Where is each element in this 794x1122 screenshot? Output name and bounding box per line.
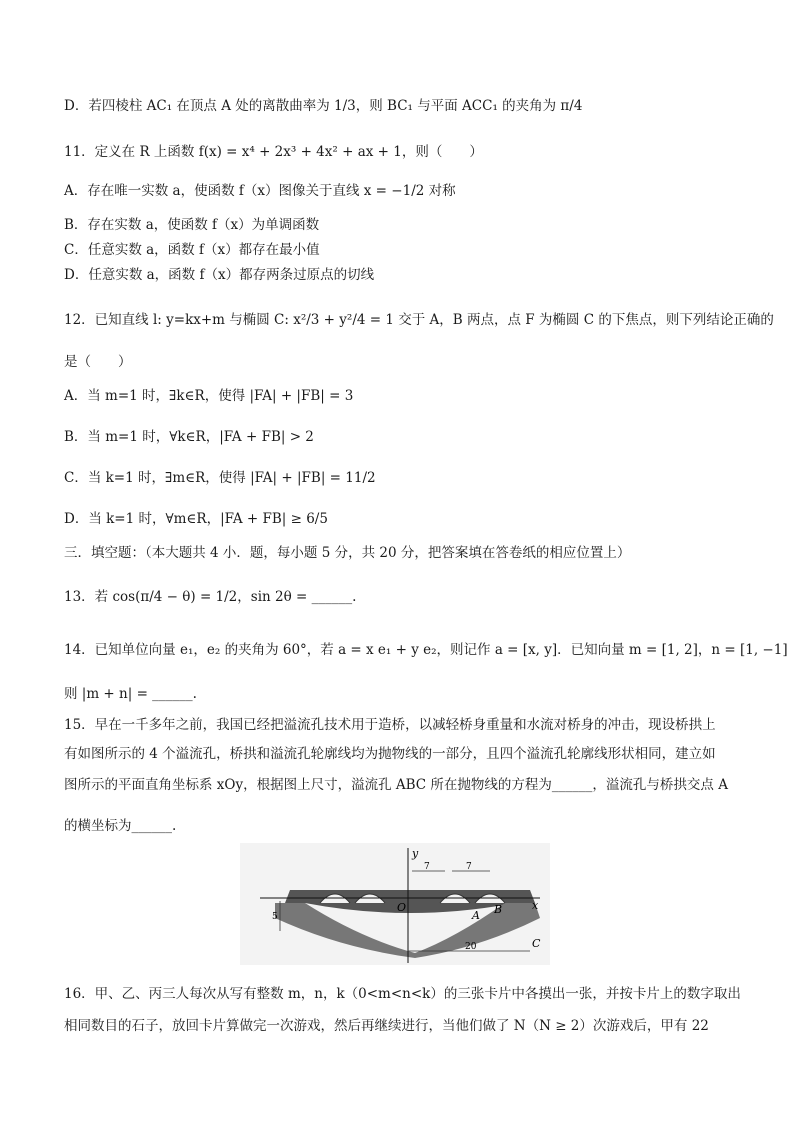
q15-line-4: 的横坐标为______. xyxy=(64,818,177,834)
q10-option-d: D．若四棱柱 AC₁ 在顶点 A 处的离散曲率为 1/3，则 BC₁ 与平面 ACC₁ 的夹角为 π/4 xyxy=(64,98,583,114)
q14: 14．已知单位向量 e₁，e₂ 的夹角为 60°，若 a = x e₁ + y e₂，则记作 a = [x, y]．已知向量 m = [1, 2]，n = [1, −1] xyxy=(64,642,788,658)
q15-line-2: 有如图所示的 4 个溢流孔，桥拱和溢流孔轮廓线均为抛物线的一部分，且四个溢流孔轮廓线形状相同，建立如 xyxy=(64,746,716,762)
q12-stem: 12．已知直线 l: y=kx+m 与椭圆 C: x²/3 + y²/4 = 1 交于 A，B 两点，点 F 为椭圆 C 的下焦点，则下列结论正确的 xyxy=(64,312,774,328)
dim-top-right: 7 xyxy=(466,862,472,872)
q12-option-d: D．当 k=1 时，∀m∈R，|FA + FB| ≥ 6/5 xyxy=(64,511,328,527)
point-a-label: A xyxy=(472,909,480,922)
q11-stem: 11．定义在 R 上函数 f(x) = x⁴ + 2x³ + 4x² + ax + 1，则（ ） xyxy=(64,144,483,160)
q12-stem-cont: 是（ ） xyxy=(64,354,132,370)
q13: 13．若 cos(π/4 − θ) = 1/2，sin 2θ = ______. xyxy=(64,589,357,605)
q16-line-2: 相同数目的石子，放回卡片算做完一次游戏，然后再继续进行，当他们做了 N（N ≥ 2）次游戏后，甲有 22 xyxy=(64,1018,709,1034)
q11-option-c: C．任意实数 a，函数 f（x）都存在最小值 xyxy=(64,242,320,258)
point-b-label: B xyxy=(494,903,503,916)
q11-option-d: D．任意实数 a，函数 f（x）都存两条过原点的切线 xyxy=(64,267,375,283)
q15-line-1: 15．早在一千多年之前，我国已经把溢流孔技术用于造桥，以减轻桥身重量和水流对桥身的冲击，现设桥拱上 xyxy=(64,717,716,733)
x-axis-label: x xyxy=(532,899,539,912)
q11-option-a: A．存在唯一实数 a，使函数 f（x）图像关于直线 x = −1/2 对称 xyxy=(64,183,456,199)
dim-bottom: 20 xyxy=(465,942,477,952)
y-axis-label: y xyxy=(412,847,419,860)
q15-line-3: 图所示的平面直角坐标系 xOy，根据图上尺寸，溢流孔 ABC 所在抛物线的方程为______，溢流孔与桥拱交点 A xyxy=(64,777,728,793)
point-c-label: C xyxy=(532,937,541,950)
q12-option-c: C．当 k=1 时，∃m∈R，使得 |FA| + |FB| = 11/2 xyxy=(64,470,376,486)
q16-line-1: 16．甲、乙、丙三人每次从写有整数 m，n，k（0<m<n<k）的三张卡片中各摸出一张，并按卡片上的数字取出 xyxy=(64,986,741,1002)
dim-height: 5 xyxy=(272,912,278,922)
q11-option-b: B．存在实数 a，使函数 f（x）为单调函数 xyxy=(64,217,320,233)
origin-label: O xyxy=(397,901,407,914)
q12-option-a: A．当 m=1 时，∃k∈R，使得 |FA| + |FB| = 3 xyxy=(64,388,354,404)
q12-option-b: B．当 m=1 时，∀k∈R，|FA + FB| > 2 xyxy=(64,429,314,445)
section-3-heading: 三．填空题：（本大题共 4 小．题，每小题 5 分，共 20 分，把答案填在答卷纸的相应位置上） xyxy=(64,545,631,561)
dim-top-left: 7 xyxy=(424,862,430,872)
q14-cont: 则 |m + n| = ______. xyxy=(64,686,197,702)
bridge-figure xyxy=(240,843,550,965)
